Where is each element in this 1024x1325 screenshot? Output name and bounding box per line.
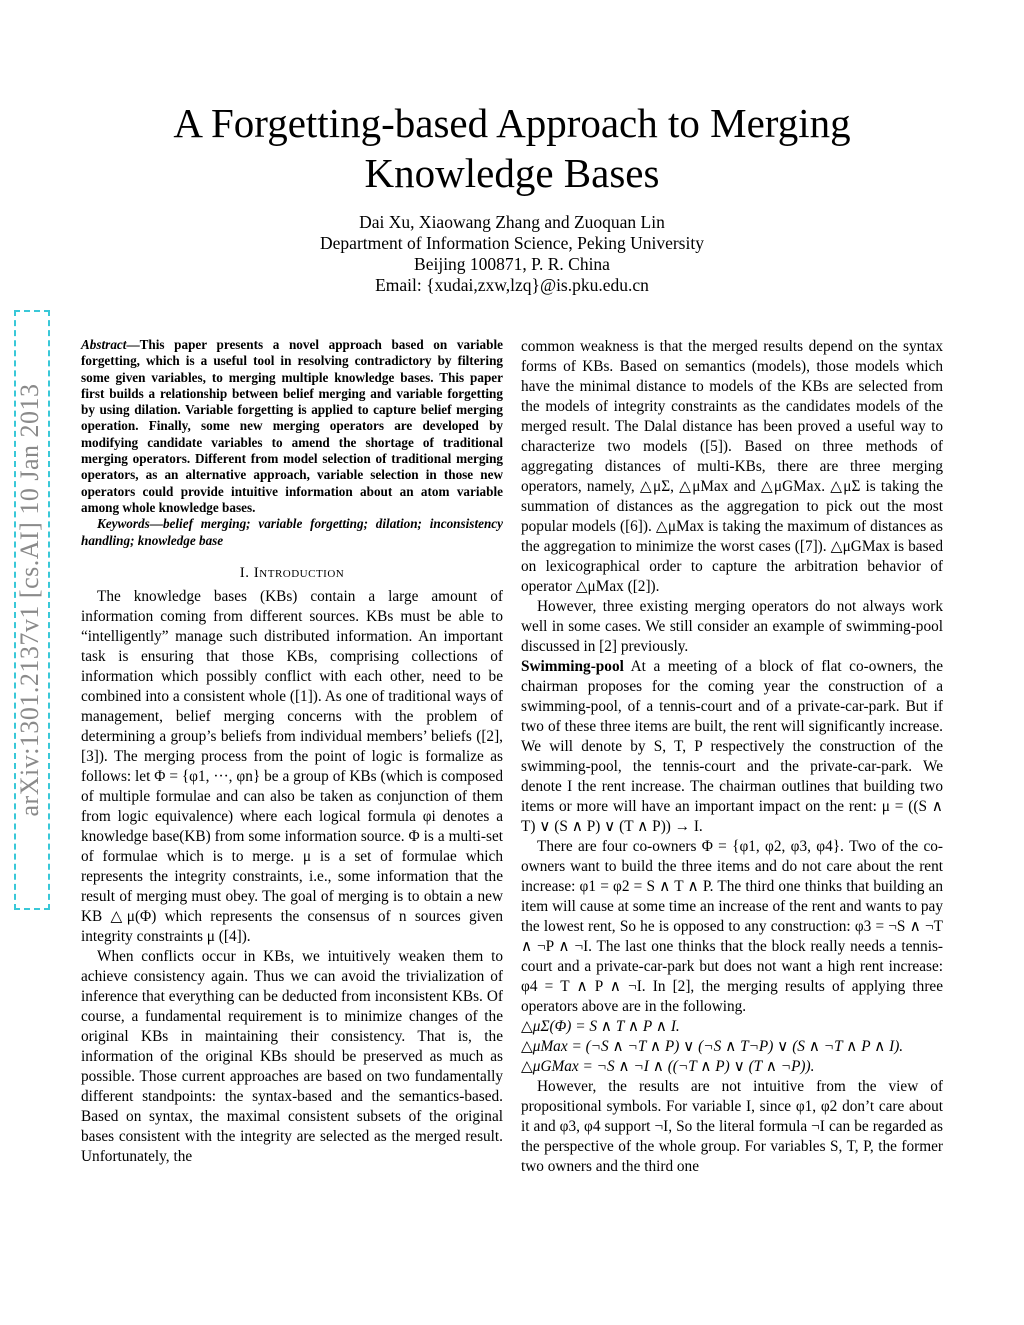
paper-title: A Forgetting-based Approach to Merging Knowledge Bases — [173, 100, 851, 196]
authors: Dai Xu, Xiaowang Zhang and Zuoquan Lin — [359, 212, 665, 232]
example-text: At a meeting of a block of flat co-owners, the chairman proposes for the coming year the construction of a swimming-pool, of a tennis-court and of a private-car-park. But if two of these three items are built, the rent will significantly increase. We will denote by S, T, P respectively the construction of the swimming-pool, the tennis-court and the private-car-park. We denote I the rent increase. The chairman outlines that building two items or more will have an important impact on the rent: μ = ((S ∧ T) ∨ (S ∧ P) ∨ (T ∧ P)) → I. — [521, 658, 943, 835]
intro-paragraph-6: However, the results are not intuitive from the view of propositional symbols. For variable I, since φ1, φ2 don’t care about it and φ3, φ4 support ¬I, So the literal formula ¬I can be regarded as the perspective of the whole group. For variables S, T, P, the former two owners and the third one — [521, 1078, 943, 1175]
abstract-text: —This paper presents a novel approach based on variable forgetting, which is a useful tool in resolving contradictory by filtering some given variables, to merging multiple knowledge bases. This paper first builds a relationship between belief merging and variable forgetting by using dilation. Variable forgetting is applied to capture belief merging operation. Finally, some new merging operators are developed by modifying candidate variables to amend the shortage of traditional merging operators. Different from model selection of traditional merging operators, as an alternative approach, variable selection in those new operators could provide intuitive information about an atom variable among whole knowledge bases. — [81, 337, 503, 515]
abstract — [81, 337, 503, 516]
keywords — [81, 516, 503, 549]
intro-paragraph-5: There are four co-owners Φ = {φ1, φ2, φ3, φ4}. Two of the co-owners want to build the three items and do not care about the rent increase: φ1 = φ2 = S ∧ T ∧ P. The third one thinks that building an item will cause at some time an increase of the rent and wants to pay the lowest rent, So he is opposed to any construction: φ3 = ¬S ∧ ¬T ∧ ¬P ∧ ¬I. The last one thinks that the block really needs a tennis-court and a private-car-park but does not want a high rent increase: φ4 = T ∧ P ∧ ¬I. In [2], the merging results of applying three operators above are in the following. — [521, 838, 943, 1015]
formula-sigma: △μΣ(Φ) = S ∧ T ∧ P ∧ I. — [521, 1018, 680, 1035]
formula-gmax: △μGMax = ¬S ∧ ¬I ∧ ((¬T ∧ P) ∨ (T ∧ ¬P)). — [521, 1058, 815, 1075]
abstract-label: Abstract — [81, 337, 127, 352]
affiliation: Department of Information Science, Peking University — [320, 233, 704, 253]
address: Beijing 100871, P. R. China — [414, 254, 610, 274]
right-column — [521, 337, 943, 1177]
arxiv-sidebar — [0, 300, 60, 920]
keywords-text: —belief merging; variable forgetting; dilation; inconsistency handling; knowledge base — [81, 516, 503, 548]
intro-paragraph-1: The knowledge bases (KBs) contain a large amount of information coming from different sources. KBs must be able to “intelligently” manage such distributed information. An important task is ensuring that those KBs, comprising collections of information which possibly conflict with each other, need to be combined into a consistent whole ([1]). As one of traditional ways of management, belief merging concerns with the problem of determining a group’s beliefs from individual members’ beliefs ([2], [3]). The merging process from the point of logic is formalize as follows: let Φ = {φ1, ···, φn} be a group of KBs (which is composed of multiple formulae and can also be taken as conjunction of them from logic equivalence) where each logical formula φi denotes a knowledge base(KB) from some information source. Φ is a multi-set of formulae which is to merge. μ is a set of formulae which represents the integrity constraints, i.e., some information that the result of merging must obey. The goal of merging is to obtain a new KB △μ(Φ) which represents the consensus of n sources given integrity constraints μ ([4]). — [81, 587, 503, 945]
section-title: Introduction — [253, 564, 345, 581]
formula-max: △μMax = (¬S ∧ ¬T ∧ P) ∨ (¬S ∧ T¬P) ∨ (S ∧ ¬T ∧ P ∧ I). — [521, 1038, 904, 1055]
keywords-label: Keywords — [97, 516, 150, 532]
section-number: I. — [239, 564, 250, 581]
section-heading — [81, 563, 503, 583]
intro-paragraph-3: common weakness is that the merged results depend on the syntax forms of KBs. Based on semantics (models), those models which have the minimal distance to models of the KBs are selected from the models of integrity constraints as the candidates models of the merged result. The Dalal distance has been proved a useful way to characterize two models ([5]). Based on three methods of aggregating distances of multi-KBs, there are three merging operators, namely, △μΣ, △μMax and △μGMax. △μΣ is taking the summation of distances as the aggregation to pick out the most popular models ([6]). △μMax is taking the maximum of distances as the aggregation to minimize the worst cases ([7]). △μGMax is based on lexicographical order to capture the arbitration behavior of operator △μMax ([2]). — [521, 338, 943, 595]
intro-paragraph-4: However, three existing merging operators do not always work well in some cases. We still consider an example of swimming-pool discussed in [2] previously. — [521, 598, 943, 655]
left-column — [81, 337, 503, 1167]
intro-paragraph-2: When conflicts occur in KBs, we intuitively weaken them to achieve consistency again. Thus we can avoid the trivialization of inference that everything can be deducted from inconsistent KBs. Of course, a fundamental requirement is to minimize changes of the original KBs in maintaining their consistency. That is, the information of the original KBs should be preserved as much as possible. Those current approaches are based on two fundamentally different standpoints: the syntax-based and the semantics-based. Based on syntax, the maximal consistent subsets of the original bases consistent with the integrity are selected as the merged result. Unfortunately, the — [81, 947, 503, 1165]
email: Email: {xudai,zxw,lzq}@is.pku.edu.cn — [375, 275, 649, 295]
example-paragraph — [521, 657, 943, 837]
author-block — [80, 212, 944, 296]
example-label: Swimming-pool — [521, 658, 624, 675]
arxiv-id: arXiv:1301.2137v1 [cs.AI] 10 Jan 2013 — [15, 383, 44, 817]
